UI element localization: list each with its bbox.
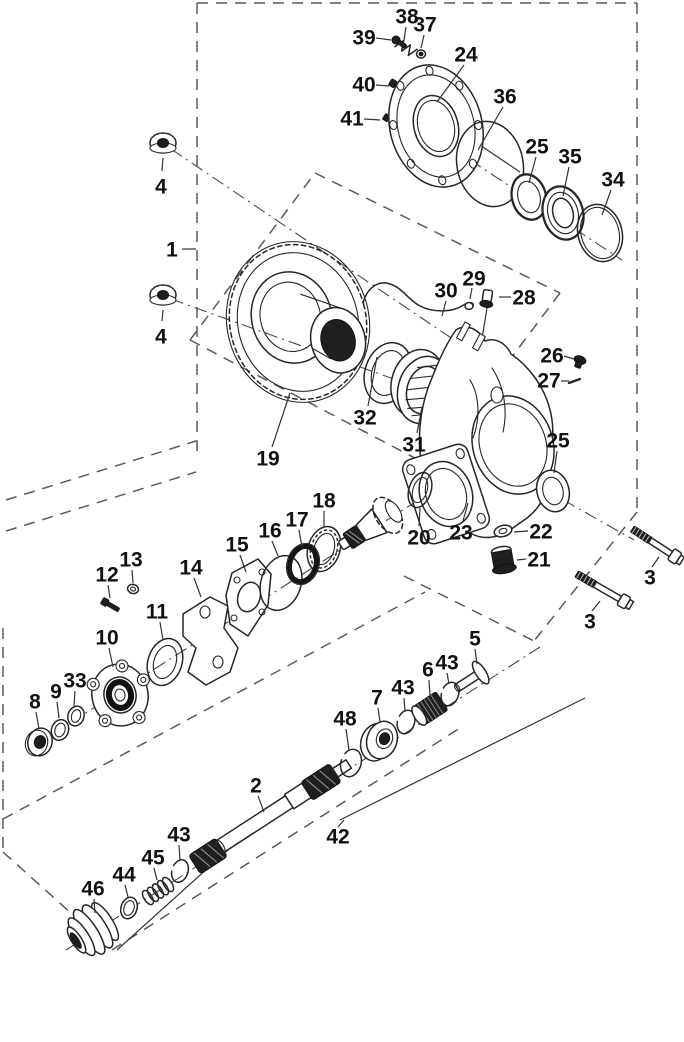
part-retainer-7 xyxy=(356,716,402,767)
callout-layer xyxy=(29,6,659,913)
callout-49-leader xyxy=(154,868,157,880)
callout-42-leader xyxy=(429,680,430,696)
callout-33-number: 13 xyxy=(119,548,143,572)
callout-13-number: 29 xyxy=(462,267,486,291)
callout-8-number: 35 xyxy=(558,145,582,169)
part-bolt-12 xyxy=(100,597,120,613)
callout-24-leader xyxy=(517,559,526,560)
callout-2-number: 39 xyxy=(352,26,376,50)
callout-10-number: 4 xyxy=(155,175,167,199)
part-breather-valve-28 xyxy=(479,289,494,308)
callout-2-leader xyxy=(376,38,391,40)
part-oring-17 xyxy=(281,539,324,589)
callout-16-number: 26 xyxy=(540,344,564,368)
part-spline-b xyxy=(301,755,355,801)
callout-23-number: 22 xyxy=(529,520,553,544)
part-clip-29 xyxy=(465,303,473,310)
callout-39-leader xyxy=(36,712,39,729)
callout-20-leader xyxy=(272,393,290,447)
callout-40-number: 5 xyxy=(469,627,481,651)
callout-10-leader xyxy=(162,158,163,171)
callout-9-number: 34 xyxy=(601,168,625,192)
callout-26-leader xyxy=(592,601,600,611)
callout-50-leader xyxy=(125,885,128,897)
callout-30-number: 16 xyxy=(258,519,282,543)
callout-5-number: 24 xyxy=(454,43,478,67)
part-cover-24 xyxy=(376,54,497,198)
callout-3-leader xyxy=(376,85,389,86)
callout-51-number: 46 xyxy=(81,877,105,901)
callout-21-number: 25 xyxy=(546,429,570,453)
part-plug-21 xyxy=(489,545,517,576)
callout-41-leader xyxy=(447,673,449,684)
callout-45-number: 48 xyxy=(333,707,357,731)
callout-33-leader xyxy=(132,570,133,583)
callout-44-number: 7 xyxy=(371,686,383,710)
callout-29-number: 17 xyxy=(285,508,309,532)
part-pin-27 xyxy=(569,379,580,383)
callout-25-number: 3 xyxy=(644,566,656,590)
callout-9-leader xyxy=(602,190,611,215)
callout-19-number: 31 xyxy=(402,433,426,457)
callout-28-number: 18 xyxy=(312,489,336,513)
callout-32-number: 14 xyxy=(179,556,203,580)
callout-15-number: 28 xyxy=(512,286,536,310)
callout-12-leader xyxy=(162,310,163,321)
callout-23-leader xyxy=(514,531,528,532)
callout-31-number: 15 xyxy=(225,533,249,557)
part-snap-ring-43-bottom xyxy=(169,858,191,885)
callout-41-number: 43 xyxy=(435,651,459,675)
callout-37-leader xyxy=(74,691,75,706)
part-shaft-2 xyxy=(213,781,314,855)
callout-3-number: 40 xyxy=(352,73,376,97)
part-washer-13 xyxy=(126,583,139,595)
callout-4-number: 41 xyxy=(340,107,364,131)
callout-24-number: 21 xyxy=(527,548,551,572)
callout-38-number: 9 xyxy=(50,680,62,704)
callout-34-leader xyxy=(108,585,110,598)
callout-38-leader xyxy=(57,702,59,718)
callout-32-leader xyxy=(194,578,201,597)
callout-20-number: 19 xyxy=(256,447,280,471)
part-washer-37 xyxy=(417,50,426,58)
callout-11-number: 1 xyxy=(166,238,178,262)
callout-14-number: 30 xyxy=(434,279,458,303)
callout-36-leader xyxy=(109,648,113,667)
callout-7-number: 25 xyxy=(525,135,549,159)
callout-50-number: 44 xyxy=(112,863,136,887)
part-lock-nut-bottom xyxy=(150,285,176,305)
callout-0-leader xyxy=(404,27,406,40)
callout-37-number: 33 xyxy=(63,669,87,693)
callout-43-leader xyxy=(404,698,405,711)
part-bolt-3-lower xyxy=(573,568,634,611)
callout-47-number: 42 xyxy=(326,825,350,849)
callout-49-number: 45 xyxy=(141,846,165,870)
callout-30-leader xyxy=(272,541,278,556)
callout-1-leader xyxy=(421,35,424,48)
callout-46-number: 2 xyxy=(250,774,262,798)
callout-39-number: 8 xyxy=(29,690,41,714)
callout-6-number: 36 xyxy=(493,85,517,109)
callout-43-number: 43 xyxy=(391,676,415,700)
callout-17-number: 27 xyxy=(537,369,561,393)
callout-18-number: 32 xyxy=(353,406,377,430)
callout-12-number: 4 xyxy=(155,325,167,349)
callout-25-leader xyxy=(652,557,659,567)
callout-1-number: 37 xyxy=(413,13,437,37)
callout-26-number: 3 xyxy=(584,610,596,634)
callout-34-number: 12 xyxy=(95,563,119,587)
callout-16-leader xyxy=(564,356,574,359)
callout-48-leader xyxy=(179,845,180,860)
callout-0-number: 38 xyxy=(395,5,419,29)
callout-42-number: 6 xyxy=(422,658,434,682)
callout-46-leader xyxy=(258,796,264,812)
callout-35-number: 11 xyxy=(145,600,169,624)
callout-44-leader xyxy=(378,708,380,722)
part-lock-nut-top xyxy=(150,133,176,153)
part-plug-26 xyxy=(572,354,587,369)
part-pinion-gear xyxy=(330,492,410,563)
part-coupling-46 xyxy=(58,896,125,965)
callout-36-number: 10 xyxy=(95,626,119,650)
callout-48-number: 43 xyxy=(167,823,191,847)
part-washer-44 xyxy=(118,895,140,921)
callout-35-leader xyxy=(160,622,163,640)
callout-45-leader xyxy=(346,729,349,750)
callout-22-number: 23 xyxy=(449,521,473,545)
callout-4-leader xyxy=(364,119,380,120)
callout-27-number: 20 xyxy=(407,526,431,550)
callout-14-leader xyxy=(442,301,446,316)
